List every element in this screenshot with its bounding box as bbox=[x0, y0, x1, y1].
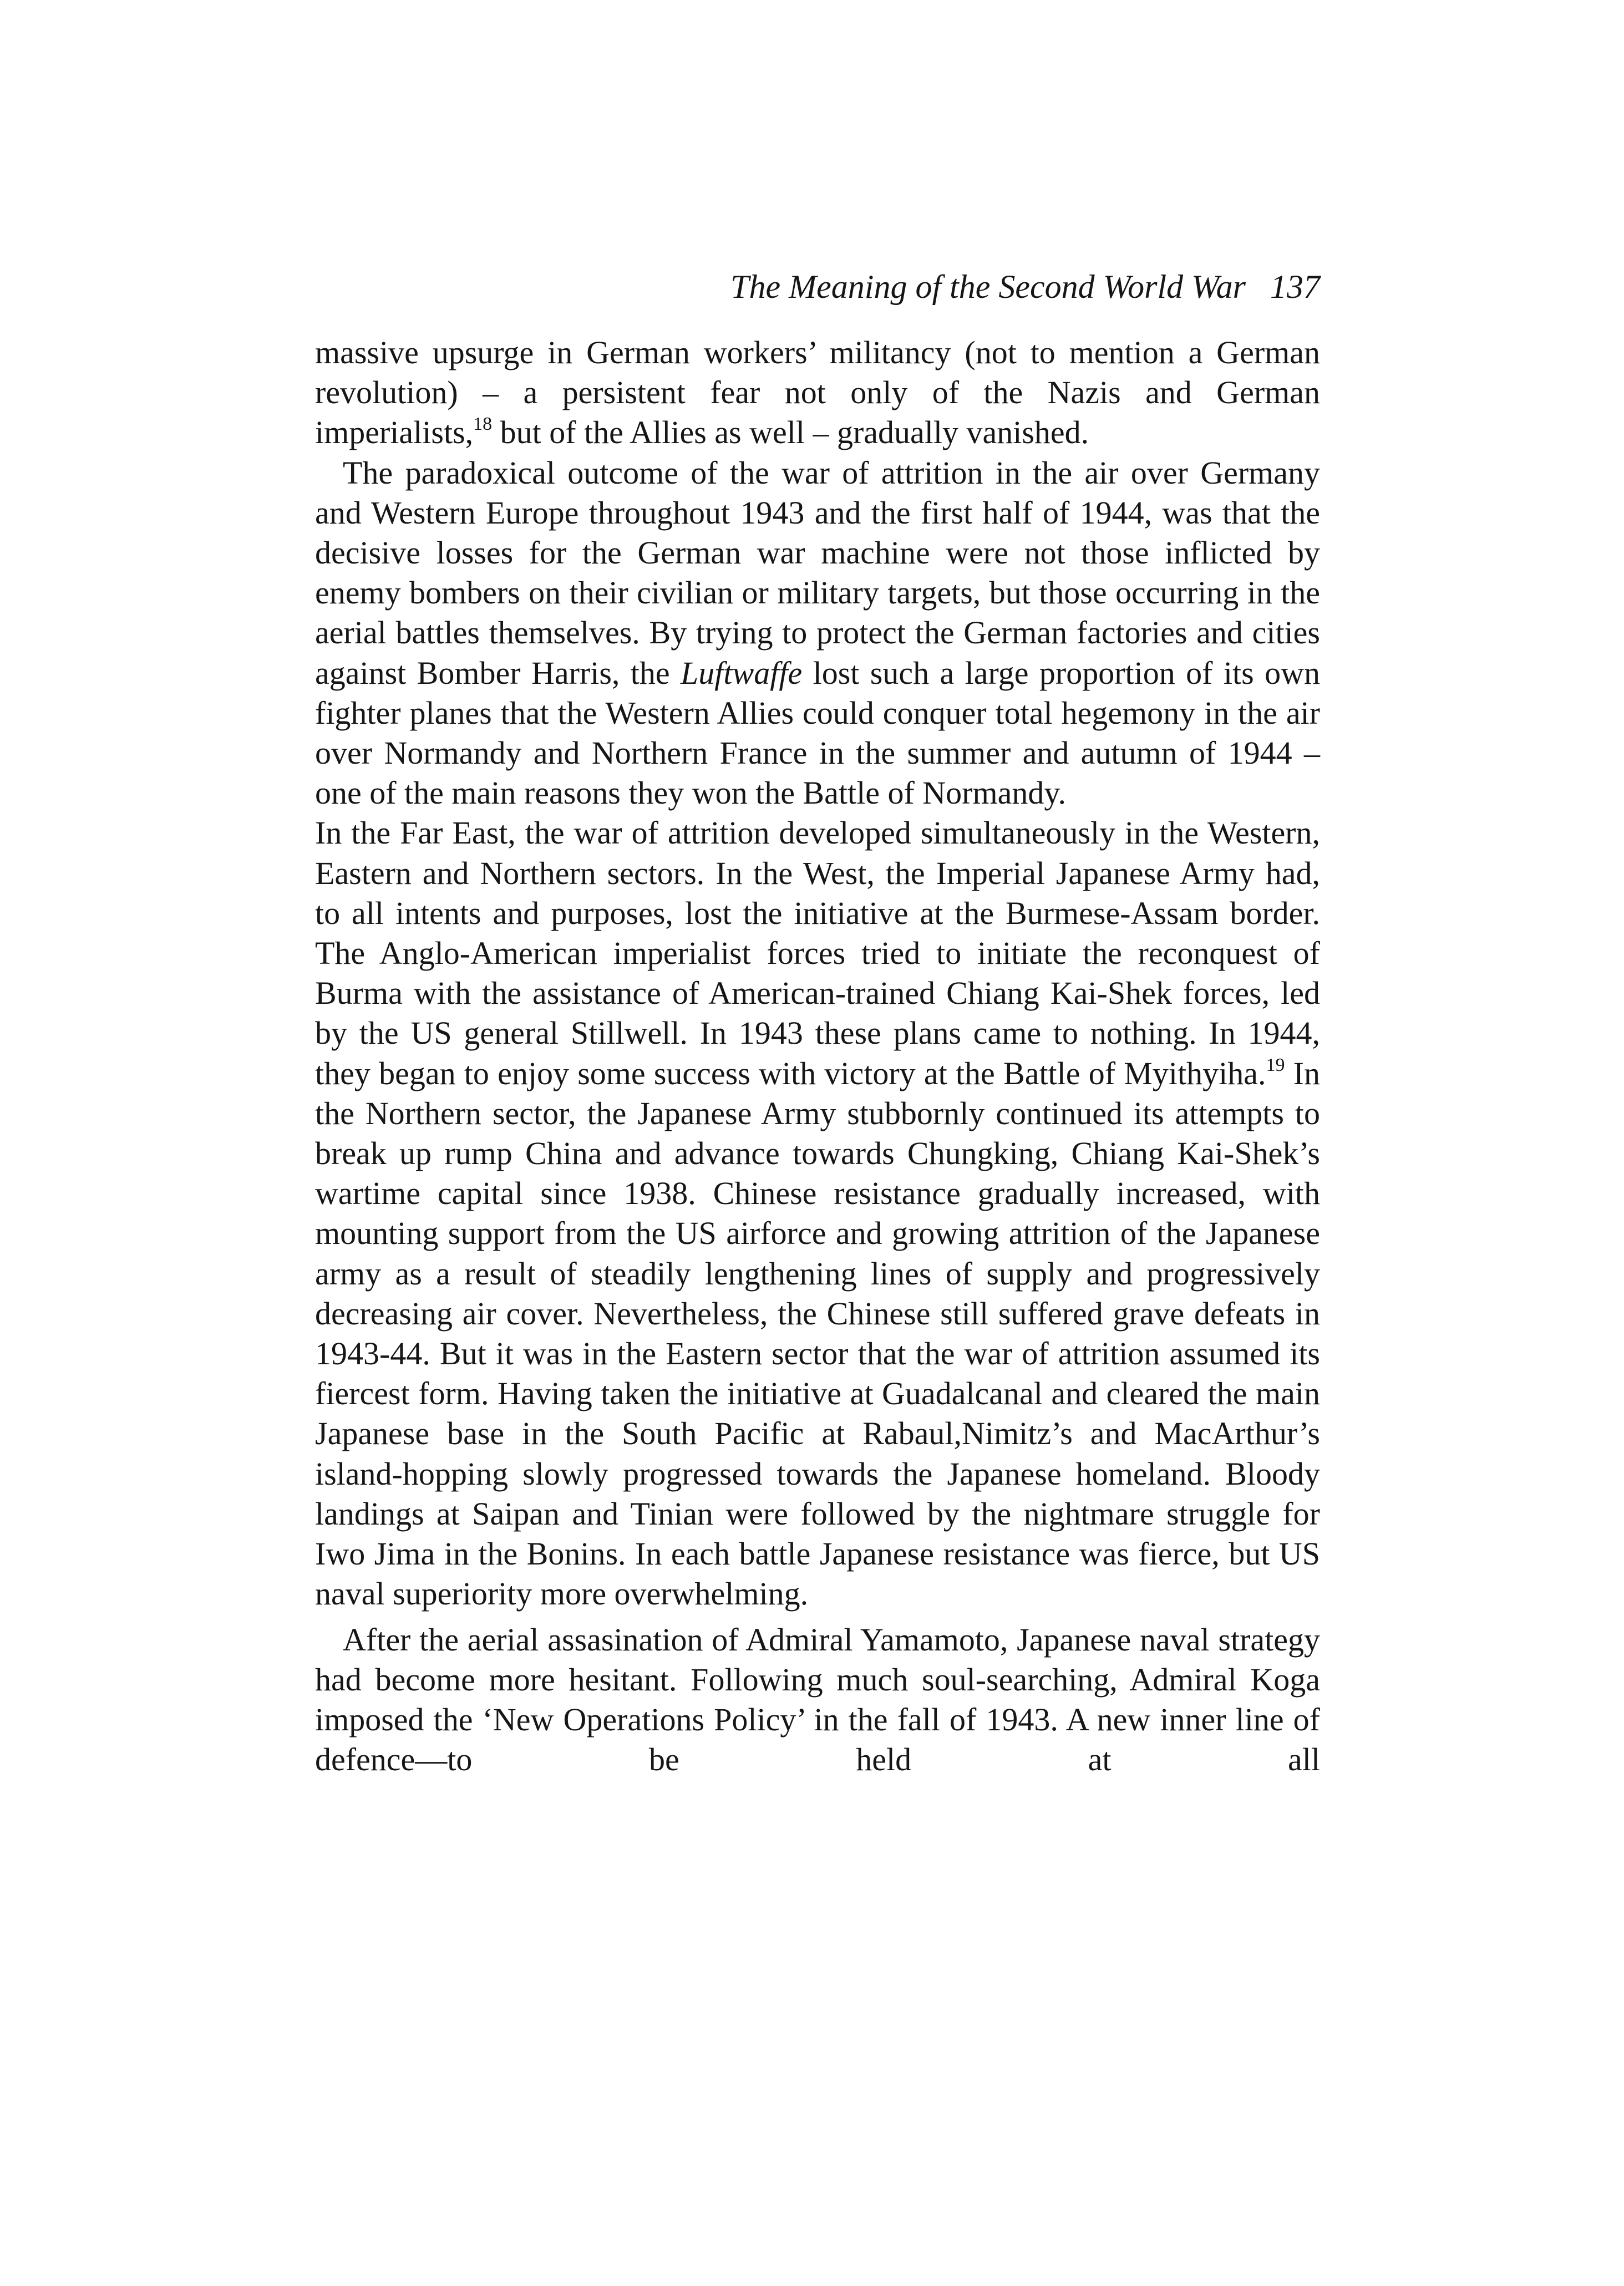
paragraph-gap bbox=[315, 1614, 1320, 1620]
paragraph-2-text-a: The paradoxical outcome of the war of attrition in the air over Germany and Western Europe throughout 1943 and the first half of 1944, was that the decisive losses for the German war machine were not those inflicted by enemy bombers on their civilian or military targets, but those occurring in the aerial battles themselves. By trying to protect the German factories and cities against Bomber Harris, the bbox=[315, 454, 1320, 691]
paragraph-1 bbox=[315, 333, 1320, 453]
paragraph-3-text-a: In the Far East, the war of attrition developed simultaneously in the Western, Eastern and Northern sectors. In the West, the Imperial Japanese Army had, to all intents and purposes, lost the initiative at the Burmese-Assam border. The Anglo-American imperialist forces tried to initiate the reconquest of Burma with the assistance of American-trained Chiang Kai-Shek forces, led by the US general Stillwell. In 1943 these plans came to nothing. In 1944, they began to enjoy some success with victory at the Battle of Myithyiha. bbox=[315, 815, 1320, 1091]
page-number: 137 bbox=[1270, 268, 1320, 305]
running-head bbox=[660, 267, 1320, 306]
luftwaffe-italic: Luftwaffe bbox=[681, 654, 803, 691]
body-text bbox=[315, 333, 1320, 1780]
paragraph-3 bbox=[315, 813, 1320, 1614]
running-title: The Meaning of the Second World War bbox=[730, 268, 1246, 305]
paragraph-3-text-b: In the Northern sector, the Japanese Army stubbornly continued its attempts to break up rump China and advance towards Chungking, Chiang Kai-Shek’s wartime capital since 1938. Chinese resistance gradually increased, with mounting support from the US airforce and growing attrition of the Japanese army as a result of steadily lengthening lines of supply and progressively decreasing air cover. Nevertheless, the Chinese still suffered grave defeats in 1943-44. But it was in the Eastern sector that the war of attrition assumed its fiercest form. Having taken the initiative at Guadalcanal and cleared the main Japanese base in the South Pacific at Rabaul,Nimitz’s and MacArthur’s island-hopping slowly progressed towards the Japanese homeland. Bloody landings at Saipan and Tinian were followed by the nightmare struggle for Iwo Jima in the Bonins. In each battle Japanese resistance was fierce, but US naval superiority more overwhelming. bbox=[315, 1055, 1320, 1612]
paragraph-1-text-a: massive upsurge in German workers’ militancy (not to mention a German revolution) – a persistent fear not only of the Nazis and German imperialists, bbox=[315, 334, 1320, 451]
footnote-marker-18: 18 bbox=[473, 414, 493, 435]
paragraph-2-text-b: lost such a large proportion of its own fighter planes that the Western Allies could conquer total hegemony in the air over Normandy and Northern France in the summer and autumn of 1944 – one of the main reasons they won the Battle of Normandy. bbox=[315, 654, 1320, 811]
paragraph-2 bbox=[315, 453, 1320, 814]
footnote-marker-19: 19 bbox=[1266, 1054, 1285, 1075]
paragraph-1-text-b: but of the Allies as well – gradually vanished. bbox=[492, 414, 1089, 451]
paragraph-4: After the aerial assasination of Admiral Yamamoto, Japanese naval strategy had become more hesitant. Following much soul-searching, Admiral Koga imposed the ‘New Operations Policy’ in the fall of 1943. A new inner line of defence—to be held at all bbox=[315, 1621, 1320, 1778]
